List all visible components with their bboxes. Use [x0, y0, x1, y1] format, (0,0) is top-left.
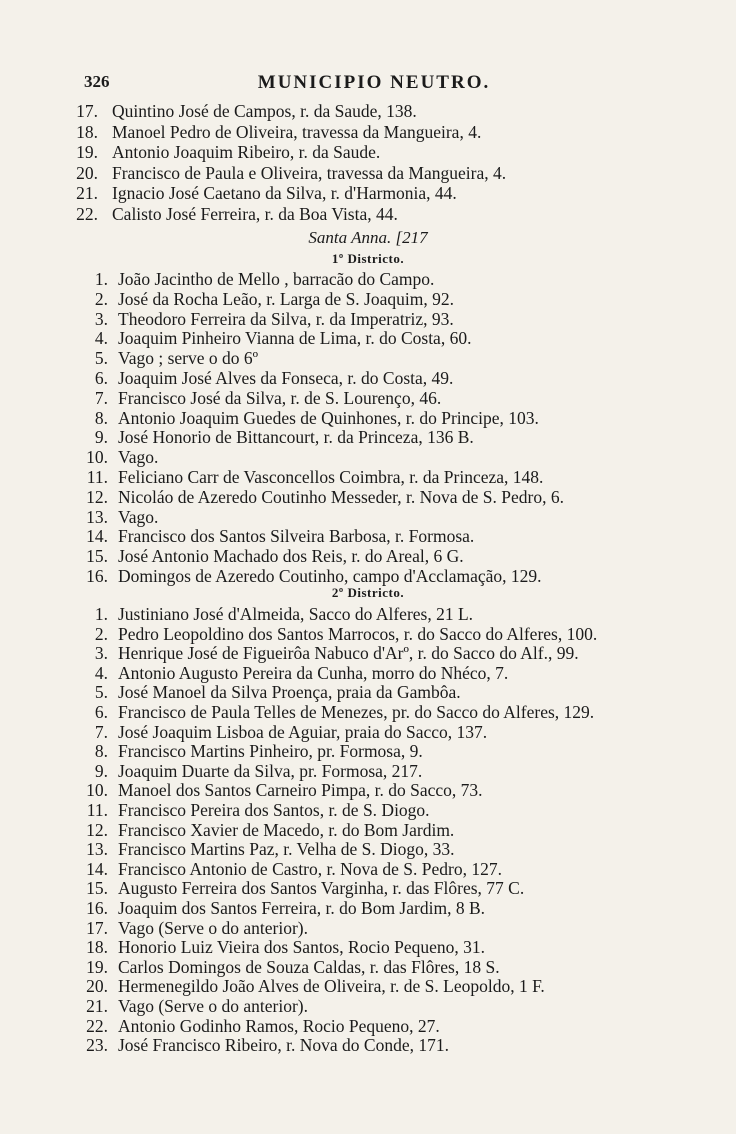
- entry-text: Francisco Antonio de Castro, r. Nova de S. Pedro, 127.: [118, 858, 502, 879]
- entry-number: 21.: [76, 183, 98, 204]
- entry-number: 11.: [86, 800, 108, 820]
- entry-number: 5.: [94, 682, 108, 703]
- entry-number: 12.: [86, 819, 108, 840]
- entry-text: Ignacio José Caetano da Silva, r. d'Harmonia, 44.: [112, 183, 457, 204]
- entry-text: Vago (Serve o do anterior).: [118, 996, 309, 1016]
- entry-number: 12.: [86, 486, 108, 507]
- entry-number: 4.: [94, 662, 108, 683]
- entry-number: 13.: [86, 506, 108, 527]
- entry-text: Francisco Xavier de Macedo, r. do Bom Jardim.: [118, 819, 455, 840]
- entry-number: 15.: [86, 546, 108, 567]
- entry-text: José Manoel da Silva Proença, praia da Gambôa.: [118, 682, 461, 703]
- entry-number: 2.: [94, 288, 108, 309]
- entry-text: Vago.: [118, 447, 159, 468]
- entry-number: 1.: [94, 604, 108, 624]
- entry-text: Antonio Godinho Ramos, Rocio Pequeno, 27.: [118, 1015, 440, 1036]
- entry-text: Hermenegildo João Alves de Oliveira, r. de S. Leopoldo, 1 F.: [118, 976, 545, 997]
- entry-text: Honorio Luiz Vieira dos Santos, Rocio Pequeno, 31.: [118, 937, 486, 958]
- page-number: 326: [84, 72, 110, 91]
- entry-text: José da Rocha Leão, r. Larga de S. Joaquim, 92.: [118, 288, 454, 309]
- entry-text: Francisco de Paula e Oliveira, travessa da Mangueira, 4.: [112, 162, 507, 183]
- entry-text: Justiniano José d'Almeida, Sacco do Alferes, 21 L.: [118, 604, 474, 624]
- entry-number: 13.: [86, 839, 108, 860]
- entry-text: Nicoláo de Azeredo Coutinho Messeder, r. Nova de S. Pedro, 6.: [118, 486, 564, 507]
- entry-number: 23.: [86, 1035, 108, 1056]
- entry-number: 10.: [86, 447, 108, 468]
- entry-text: Francisco Martins Pinheiro, pr. Formosa, 9.: [118, 741, 423, 762]
- entry-text: Quintino José de Campos, r. da Saude, 138.: [112, 101, 417, 121]
- entry-text: Francisco de Paula Telles de Menezes, pr. do Sacco do Alferes, 129.: [118, 702, 595, 722]
- district-1-heading: 1º Districto.: [331, 251, 405, 266]
- entry-text: Augusto Ferreira dos Santos Varginha, r. das Flôres, 77 C.: [118, 878, 525, 899]
- entry-number: 15.: [86, 878, 108, 899]
- entry-text: Francisco dos Santos Silveira Barbosa, r. Formosa.: [118, 526, 475, 547]
- entry-text: Joaquim dos Santos Ferreira, r. do Bom Jardim, 8 B.: [118, 898, 485, 918]
- entry-number: 7.: [94, 721, 108, 742]
- entry-text: Pedro Leopoldino dos Santos Marrocos, r. do Sacco do Alferes, 100.: [118, 623, 598, 644]
- entry-text: Manoel Pedro de Oliveira, travessa da Mangueira, 4.: [112, 121, 482, 142]
- entry-text: José Honorio de Bittancourt, r. da Princeza, 136 B.: [118, 427, 474, 448]
- entry-text: Vago (Serve o do anterior).: [118, 917, 309, 938]
- entry-number: 18.: [86, 937, 108, 958]
- entry-number: 2.: [94, 623, 108, 644]
- entry-text: Antonio Augusto Pereira da Cunha, morro do Nhéco, 7.: [118, 662, 509, 683]
- page-header: [84, 72, 664, 98]
- entry-text: Antonio Joaquim Ribeiro, r. da Saude.: [112, 142, 381, 163]
- entry-number: 7.: [94, 387, 108, 408]
- entry-number: 17.: [76, 101, 98, 121]
- entry-number: 20.: [86, 976, 108, 997]
- entry-text: Manoel dos Santos Carneiro Pimpa, r. do Sacco, 73.: [118, 780, 483, 801]
- entry-number: 18.: [76, 121, 98, 142]
- entry-number: 10.: [86, 780, 108, 801]
- entry-text: José Joaquim Lisboa de Aguiar, praia do Sacco, 137.: [118, 721, 488, 742]
- entry-text: Francisco Pereira dos Santos, r. de S. Diogo.: [118, 800, 430, 820]
- entry-number: 19.: [86, 956, 108, 977]
- entry-number: 22.: [76, 204, 98, 224]
- entry-number: 19.: [76, 142, 98, 163]
- entry-text: José Antonio Machado dos Reis, r. do Areal, 6 G.: [118, 546, 464, 567]
- district-2-heading: 2º Districto.: [331, 585, 405, 600]
- entry-text: Joaquim Duarte da Silva, pr. Formosa, 217.: [118, 760, 423, 781]
- entry-number: 5.: [94, 348, 108, 369]
- entry-number: 9.: [94, 760, 108, 781]
- entry-number: 6.: [94, 702, 108, 722]
- entry-number: 3.: [94, 308, 108, 329]
- entry-text: Carlos Domingos de Souza Caldas, r. das Flôres, 18 S.: [118, 956, 500, 977]
- parish-heading: Santa Anna. [217: [308, 228, 428, 247]
- entry-number: 8.: [94, 741, 108, 762]
- entry-text: Antonio Joaquim Guedes de Quinhones, r. do Principe, 103.: [118, 407, 539, 428]
- entry-number: 21.: [86, 996, 108, 1016]
- entry-number: 1.: [94, 269, 108, 289]
- entry-text: Vago ; serve o do 6º: [118, 348, 259, 369]
- entry-text: Calisto José Ferreira, r. da Boa Vista, 44.: [112, 204, 398, 224]
- entry-number: 14.: [86, 526, 108, 547]
- running-title: MUNICIPIO NEUTRO.: [257, 72, 491, 93]
- entry-text: João Jacintho de Mello , barracão do Campo.: [118, 269, 435, 289]
- entry-text: Francisco José da Silva, r. de S. Lourenço, 46.: [118, 387, 442, 408]
- entry-text: Vago.: [118, 506, 159, 527]
- entry-number: 6.: [94, 368, 108, 388]
- entry-text: Henrique José de Figueirôa Nabuco d'Arº, r. do Sacco do Alf., 99.: [118, 643, 579, 664]
- entry-number: 14.: [86, 858, 108, 879]
- entry-text: Joaquim Pinheiro Vianna de Lima, r. do Costa, 60.: [118, 328, 472, 349]
- entry-number: 11.: [86, 467, 108, 487]
- entry-text: Francisco Martins Paz, r. Velha de S. Diogo, 33.: [118, 839, 455, 860]
- entry-number: 3.: [94, 643, 108, 664]
- entry-number: 16.: [86, 566, 108, 586]
- entry-number: 16.: [86, 898, 108, 918]
- entry-number: 20.: [76, 162, 98, 183]
- entry-number: 9.: [94, 427, 108, 448]
- entry-text: Joaquim José Alves da Fonseca, r. do Costa, 49.: [118, 368, 454, 388]
- entry-number: 17.: [86, 917, 108, 938]
- entry-text: Domingos de Azeredo Coutinho, campo d'Acclamação, 129.: [118, 566, 542, 586]
- entry-text: Feliciano Carr de Vasconcellos Coimbra, r. da Princeza, 148.: [118, 467, 544, 487]
- entry-number: 22.: [86, 1015, 108, 1036]
- entry-number: 8.: [94, 407, 108, 428]
- entry-text: Theodoro Ferreira da Silva, r. da Imperatriz, 93.: [118, 308, 454, 329]
- entry-text: José Francisco Ribeiro, r. Nova do Conde, 171.: [118, 1035, 449, 1056]
- entry-number: 4.: [94, 328, 108, 349]
